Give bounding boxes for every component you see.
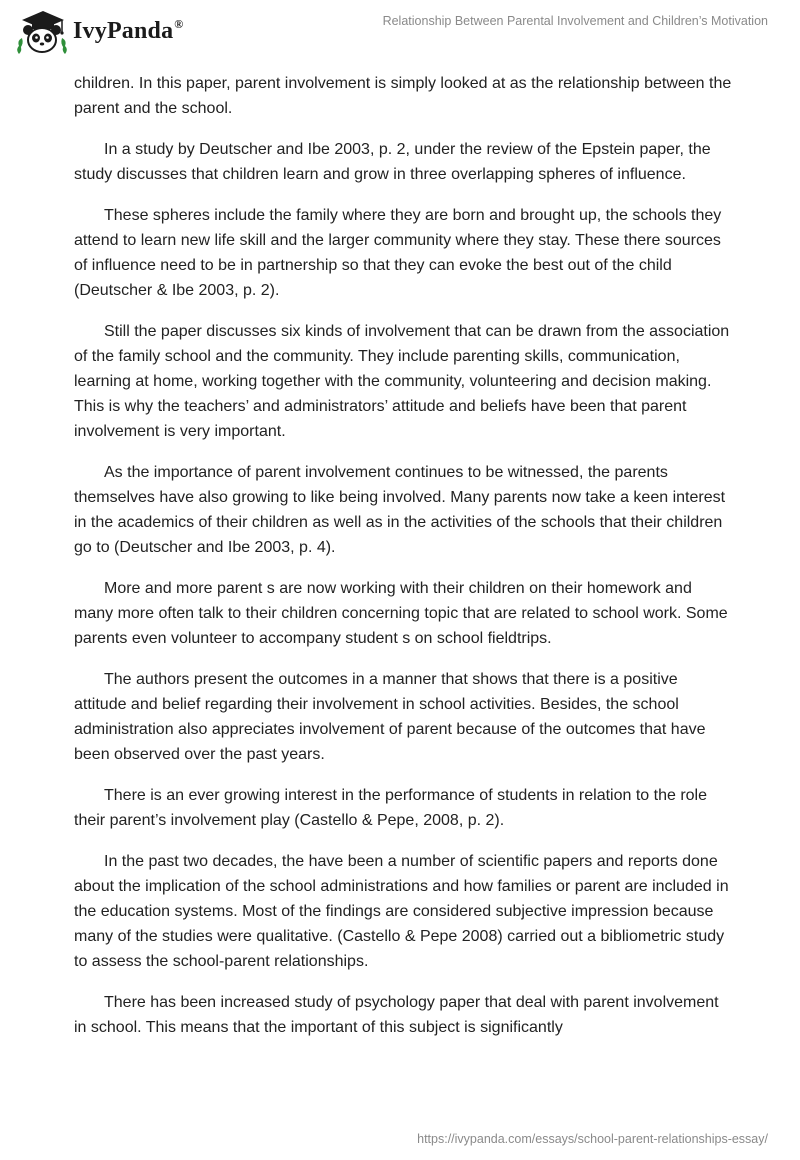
brand-text: IvyPanda [73,18,174,44]
paragraph: In the past two decades, the have been a number of scientific papers and reports done about the implication of the school administrations and how families or parent are included in the education systems. Most of the findings are considered subjective impression because many of the studies were qualitative. (Castello & Pepe 2008) carried out a bibliometric study to assess the school-parent relationships. [74,853,729,970]
brand-name[interactable] [73,18,183,45]
registered-mark: ® [174,17,184,31]
essay-body [74,71,734,1056]
panda-graduate-icon[interactable] [14,8,68,58]
paragraph: In a study by Deutscher and Ibe 2003, p. 2, under the review of the Epstein paper, the study discusses that children learn and grow in three overlapping spheres of influence. [74,141,711,183]
source-url[interactable]: https://ivypanda.com/essays/school-parent-relationships-essay/ [417,1132,768,1146]
paragraph: The authors present the outcomes in a manner that shows that there is a positive attitude and belief regarding their involvement in school activities. Besides, the school administration also appreciates involvement of parent because of the outcomes that have been observed over the past years. [74,671,706,763]
paragraph: There is an ever growing interest in the performance of students in relation to the role their parent’s involvement play (Castello & Pepe, 2008, p. 2). [74,787,707,829]
paragraph: As the importance of parent involvement continues to be witnessed, the parents themselves have also growing to like being involved. Many parents now take a keen interest in the academics of their children as well as in the activities of the schools that their children go to (Deutscher and Ibe 2003, p. 4). [74,464,726,556]
document-title: Relationship Between Parental Involvement and Children’s Motivation [382,14,768,28]
paragraph: There has been increased study of psychology paper that deal with parent involvement in school. This means that the important of this subject is significantly [74,994,719,1036]
paragraph: These spheres include the family where they are born and brought up, the schools they attend to learn new life skill and the larger community where they stay. These there sources of influence need to be in partnership so that they can evoke the best out of the child (Deutscher & Ibe 2003, p. 2). [74,207,722,299]
paragraph: children. In this paper, parent involvement is simply looked at as the relationship between the parent and the school. [74,75,732,117]
paragraph: Still the paper discusses six kinds of involvement that can be drawn from the association of the family school and the community. They include parenting skills, communication, learning at home, working together with the community, volunteering and decision making. This is why the teachers’ and administrators’ attitude and beliefs have been that parent involvement is very important. [74,323,730,440]
page-header [0,0,800,70]
paragraph: More and more parent s are now working with their children on their homework and many more often talk to their children concerning topic that are related to school work. Some parents even volunteer to accompany student s on school fieldtrips. [74,580,728,647]
